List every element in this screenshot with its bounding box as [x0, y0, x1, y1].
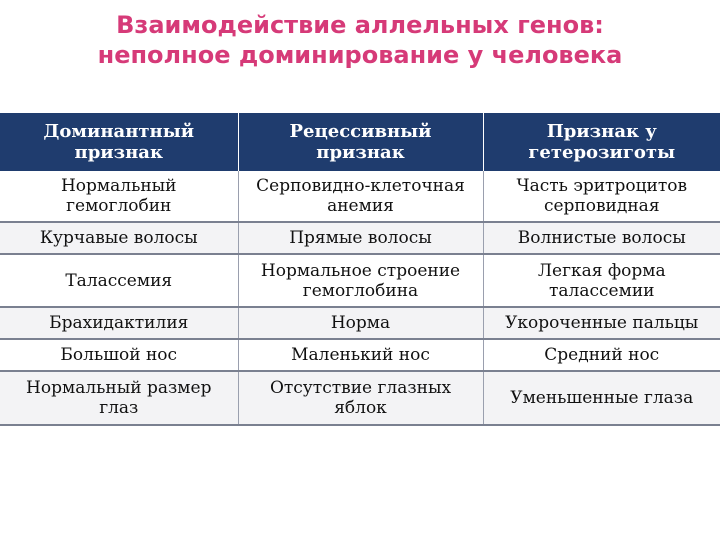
header-heterozygote-line-2: гетерозиготы: [528, 142, 676, 163]
header-recessive-line-1: Рецессивный: [289, 121, 432, 142]
cell-line: Прямые волосы: [289, 228, 432, 248]
header-recessive: [238, 113, 483, 171]
cell-recessive: [238, 371, 483, 425]
cell-dominant: [0, 371, 238, 425]
cell-heterozygote: [483, 254, 720, 307]
header-recessive-line-2: признак: [316, 142, 405, 163]
cell-heterozygote: [483, 371, 720, 425]
table-container: [0, 113, 720, 426]
cell-line: анемия: [327, 196, 394, 216]
slide-title: [0, 10, 720, 70]
cell-line: Маленький нос: [291, 345, 430, 365]
cell-line: Легкая форма: [537, 260, 666, 281]
cell-line: Нормальное строение: [260, 260, 461, 281]
cell-line: яблок: [334, 398, 387, 418]
cell-dominant: [0, 307, 238, 339]
table-row: [0, 222, 720, 254]
table-row: [0, 254, 720, 307]
cell-heterozygote: [483, 171, 720, 222]
cell-dominant: [0, 339, 238, 371]
cell-recessive: [238, 171, 483, 222]
cell-line: Волнистые волосы: [517, 228, 686, 248]
table-row: [0, 339, 720, 371]
traits-table: [0, 113, 720, 426]
slide-title-line-2: неполное доминирование у человека: [97, 41, 623, 69]
cell-line: Средний нос: [544, 345, 660, 365]
cell-line: гемоглобин: [66, 196, 172, 216]
table-row: [0, 307, 720, 339]
cell-line: серповидная: [543, 196, 660, 216]
cell-line: Нормальный размер: [26, 378, 212, 398]
header-dominant-line-2: признак: [74, 142, 163, 163]
cell-line: гемоглобина: [302, 280, 419, 301]
header-heterozygote-line-1: Признак у: [546, 121, 657, 142]
cell-line: Курчавые волосы: [39, 228, 198, 248]
cell-line: Уменьшенные глаза: [510, 388, 694, 408]
header-dominant: [0, 113, 238, 171]
header-heterozygote: [483, 113, 720, 171]
cell-line: глаз: [99, 398, 139, 418]
table-row: [0, 371, 720, 425]
cell-dominant: [0, 222, 238, 254]
table-header: [0, 113, 720, 171]
cell-line: Отсутствие глазных: [269, 378, 452, 398]
header-dominant-line-1: Доминантный: [43, 121, 195, 142]
table-row: [0, 171, 720, 222]
cell-line: Укороченные пальцы: [505, 313, 699, 333]
cell-dominant: [0, 171, 238, 222]
cell-line: Нормальный: [60, 176, 177, 196]
cell-line: Большой нос: [60, 345, 178, 365]
cell-line: Часть эритроцитов: [516, 176, 688, 196]
cell-line: Норма: [330, 313, 391, 333]
table-body: [0, 171, 720, 425]
cell-recessive: [238, 254, 483, 307]
cell-heterozygote: [483, 307, 720, 339]
cell-recessive: [238, 307, 483, 339]
slide-title-line-1: Взаимодействие аллельных генов:: [116, 11, 604, 39]
header-row: [0, 113, 720, 171]
cell-heterozygote: [483, 222, 720, 254]
cell-heterozygote: [483, 339, 720, 371]
cell-line: талассемии: [549, 280, 655, 301]
cell-recessive: [238, 222, 483, 254]
cell-recessive: [238, 339, 483, 371]
cell-line: Талассемия: [65, 270, 173, 291]
cell-dominant: [0, 254, 238, 307]
cell-line: Брахидактилия: [49, 313, 189, 333]
cell-line: Серповидно-клеточная: [256, 176, 465, 196]
